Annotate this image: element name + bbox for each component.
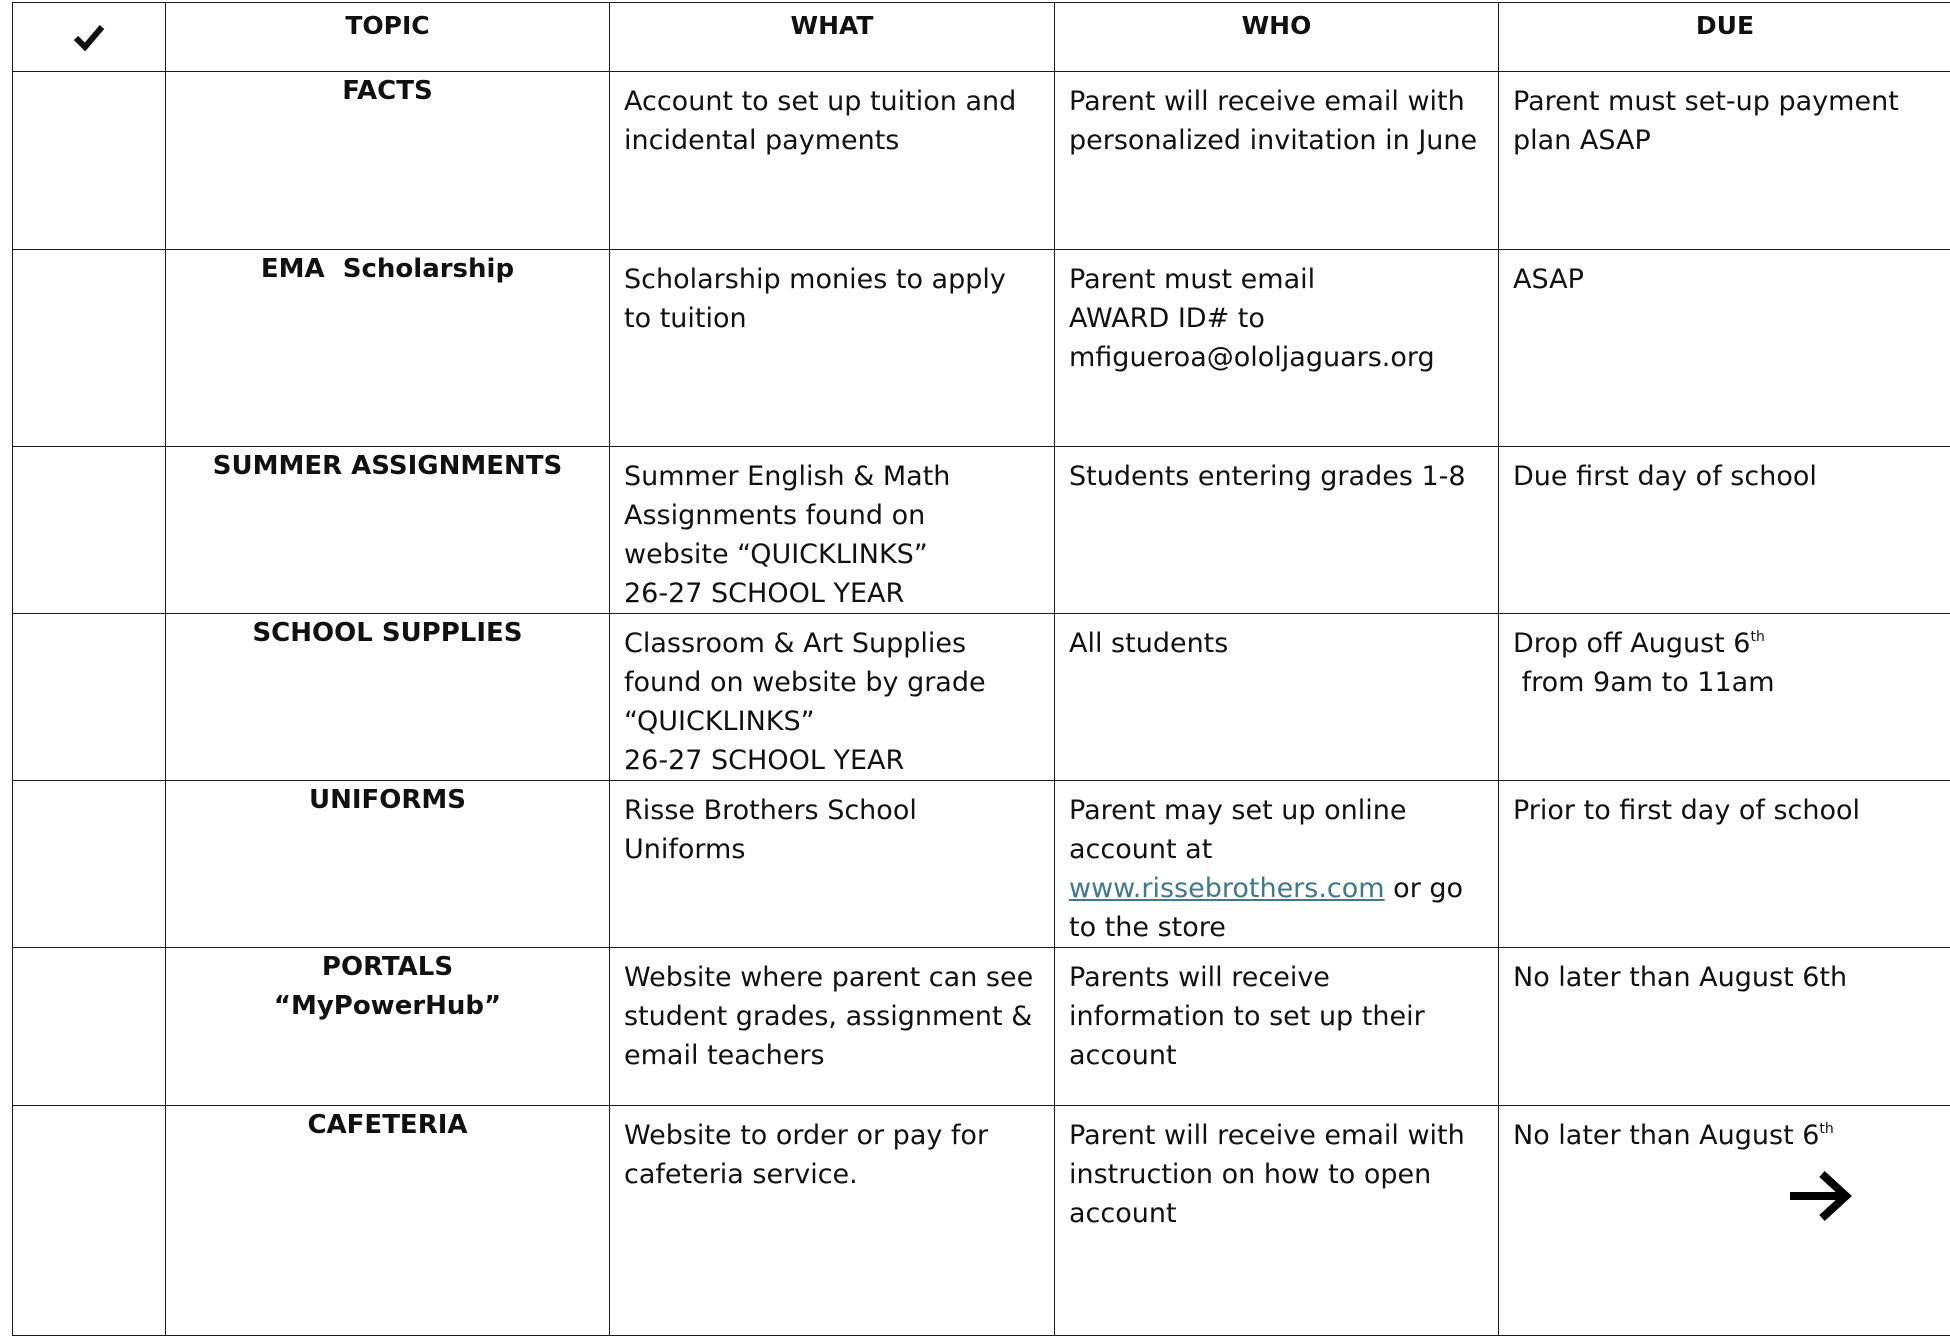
who-text: account bbox=[1069, 1036, 1488, 1075]
topic-cell bbox=[166, 1106, 610, 1336]
due-cell bbox=[1499, 250, 1950, 447]
ordinal-suffix: th bbox=[1751, 629, 1765, 645]
topic-cell bbox=[166, 614, 610, 781]
due-text: Parent must set-up payment bbox=[1513, 82, 1941, 121]
due-cell bbox=[1499, 614, 1950, 781]
header-row bbox=[13, 3, 1950, 72]
header-topic: TOPIC bbox=[166, 3, 610, 72]
right-arrow-icon[interactable] bbox=[1786, 1166, 1856, 1226]
table-row bbox=[13, 250, 1950, 447]
what-text: Risse Brothers School bbox=[624, 791, 1044, 830]
topic-cell bbox=[166, 250, 610, 447]
what-text: Assignments found on bbox=[624, 496, 1044, 535]
who-text: Parent will receive email with bbox=[1069, 82, 1488, 121]
topic-text: SUMMER ASSIGNMENTS bbox=[166, 447, 609, 486]
topic-cell bbox=[166, 948, 610, 1106]
due-cell bbox=[1499, 447, 1950, 614]
what-text: Classroom & Art Supplies bbox=[624, 624, 1044, 663]
due-date-text: No later than August 6 bbox=[1513, 1120, 1819, 1151]
what-text: Account to set up tuition and bbox=[624, 82, 1044, 121]
due-text: Prior to first day of school bbox=[1513, 791, 1941, 830]
header-what: WHAT bbox=[610, 3, 1055, 72]
due-cell bbox=[1499, 1106, 1950, 1336]
topic-cell bbox=[166, 781, 610, 948]
who-cell bbox=[1055, 614, 1499, 781]
who-cell bbox=[1055, 72, 1499, 250]
what-text: email teachers bbox=[624, 1036, 1044, 1075]
due-cell bbox=[1499, 72, 1950, 250]
what-cell bbox=[610, 250, 1055, 447]
who-text: account bbox=[1069, 1194, 1488, 1233]
what-cell bbox=[610, 948, 1055, 1106]
table-row bbox=[13, 447, 1950, 614]
who-cell bbox=[1055, 948, 1499, 1106]
who-text: personalized invitation in June bbox=[1069, 121, 1488, 160]
who-text-after-link: or go bbox=[1385, 873, 1463, 904]
who-text bbox=[1069, 869, 1488, 908]
topic-subtext: “MyPowerHub” bbox=[166, 987, 609, 1026]
what-text: cafeteria service. bbox=[624, 1155, 1044, 1194]
table-row bbox=[13, 1106, 1950, 1336]
due-text: ASAP bbox=[1513, 260, 1941, 299]
checkmark-icon bbox=[72, 20, 106, 54]
header-due: DUE bbox=[1499, 3, 1950, 72]
what-text: Scholarship monies to apply bbox=[624, 260, 1044, 299]
who-email: mfigueroa@ololjaguars.org bbox=[1069, 338, 1488, 377]
what-text: found on website by grade bbox=[624, 663, 1044, 702]
topic-text: CAFETERIA bbox=[166, 1106, 609, 1145]
what-cell bbox=[610, 72, 1055, 250]
topic-text: UNIFORMS bbox=[166, 781, 609, 820]
who-text: to the store bbox=[1069, 908, 1488, 947]
what-text: student grades, assignment & bbox=[624, 997, 1044, 1036]
who-text: Students entering grades 1-8 bbox=[1069, 457, 1488, 496]
topic-text: SCHOOL SUPPLIES bbox=[166, 614, 609, 653]
what-text: “QUICKLINKS” bbox=[624, 702, 1044, 741]
due-cell bbox=[1499, 781, 1950, 948]
who-text: information to set up their bbox=[1069, 997, 1488, 1036]
check-cell[interactable] bbox=[13, 1106, 166, 1336]
topic-text: EMA Scholarship bbox=[166, 250, 609, 289]
who-text: instruction on how to open bbox=[1069, 1155, 1488, 1194]
checklist-table bbox=[12, 2, 1950, 1336]
who-cell bbox=[1055, 781, 1499, 948]
table-row bbox=[13, 948, 1950, 1106]
topic-text: PORTALS bbox=[166, 948, 609, 987]
who-cell bbox=[1055, 447, 1499, 614]
topic-cell bbox=[166, 72, 610, 250]
header-who: WHO bbox=[1055, 3, 1499, 72]
check-cell[interactable] bbox=[13, 614, 166, 781]
what-text: 26-27 SCHOOL YEAR bbox=[624, 741, 1044, 780]
due-text: plan ASAP bbox=[1513, 121, 1941, 160]
due-cell bbox=[1499, 948, 1950, 1106]
ordinal-suffix: th bbox=[1819, 1121, 1833, 1137]
what-text: incidental payments bbox=[624, 121, 1044, 160]
check-cell[interactable] bbox=[13, 250, 166, 447]
table-row bbox=[13, 72, 1950, 250]
due-text: Due first day of school bbox=[1513, 457, 1941, 496]
what-text: Uniforms bbox=[624, 830, 1044, 869]
rissebrothers-link[interactable]: www.rissebrothers.com bbox=[1069, 873, 1385, 904]
who-text: AWARD ID# to bbox=[1069, 299, 1488, 338]
check-cell[interactable] bbox=[13, 781, 166, 948]
due-text bbox=[1513, 624, 1941, 663]
what-text: website “QUICKLINKS” bbox=[624, 535, 1044, 574]
due-date-text: Drop off August 6 bbox=[1513, 628, 1751, 659]
what-cell bbox=[610, 447, 1055, 614]
due-text: No later than August 6th bbox=[1513, 958, 1941, 997]
check-cell[interactable] bbox=[13, 72, 166, 250]
what-text: Website to order or pay for bbox=[624, 1116, 1044, 1155]
who-text: Parents will receive bbox=[1069, 958, 1488, 997]
what-cell bbox=[610, 1106, 1055, 1336]
topic-text: FACTS bbox=[166, 72, 609, 111]
what-text: Website where parent can see bbox=[624, 958, 1044, 997]
who-text: Parent may set up online bbox=[1069, 791, 1488, 830]
what-text: 26-27 SCHOOL YEAR bbox=[624, 574, 1044, 613]
table-row bbox=[13, 614, 1950, 781]
who-text: Parent must email bbox=[1069, 260, 1488, 299]
topic-cell bbox=[166, 447, 610, 614]
header-check-cell bbox=[13, 3, 166, 72]
what-text: Summer English & Math bbox=[624, 457, 1044, 496]
check-cell[interactable] bbox=[13, 948, 166, 1106]
what-cell bbox=[610, 781, 1055, 948]
what-text: to tuition bbox=[624, 299, 1044, 338]
table-row bbox=[13, 781, 1950, 948]
due-text bbox=[1513, 1116, 1941, 1155]
what-cell bbox=[610, 614, 1055, 781]
who-text: Parent will receive email with bbox=[1069, 1116, 1488, 1155]
due-text: from 9am to 11am bbox=[1513, 663, 1941, 702]
who-text: account at bbox=[1069, 830, 1488, 869]
who-text: All students bbox=[1069, 624, 1488, 663]
check-cell[interactable] bbox=[13, 447, 166, 614]
who-cell bbox=[1055, 250, 1499, 447]
who-cell bbox=[1055, 1106, 1499, 1336]
